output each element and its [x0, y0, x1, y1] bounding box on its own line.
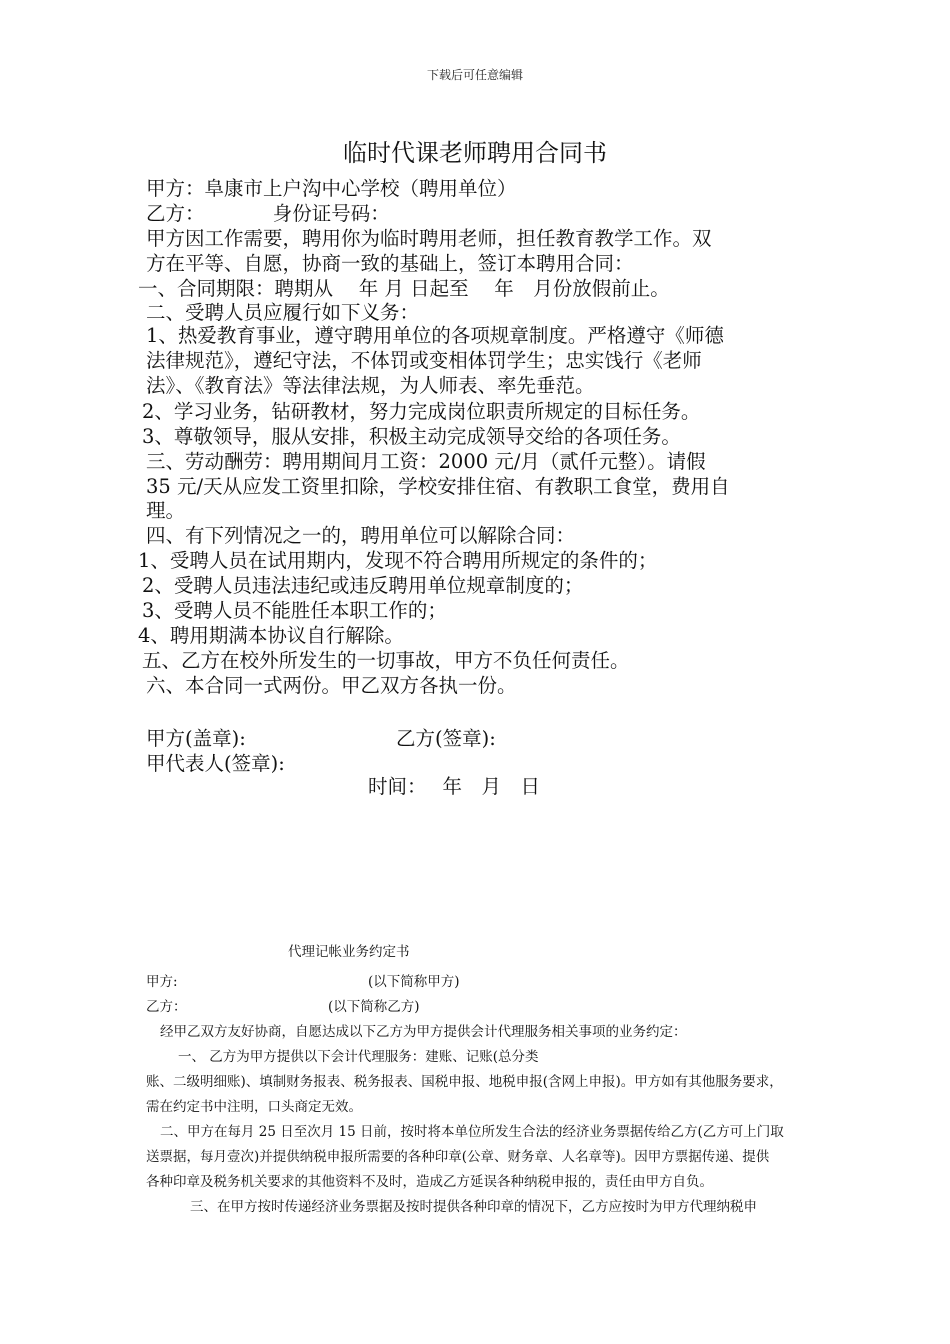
agreement-line: 三、在甲方按时传递经济业务票据及按时提供各种印章的情况下，乙方应按时为甲方代理纳税申: [190, 1199, 757, 1215]
agreement-title: 代理记帐业务约定书: [288, 944, 410, 960]
contract-line: 35 元/天从应发工资里扣除，学校安排住宿、有教职工食堂，费用自: [146, 475, 730, 498]
agreement-line: 一、 乙方为甲方提供以下会计代理服务：建账、记账(总分类: [178, 1049, 539, 1065]
contract-line: 方在平等、自愿，协商一致的基础上，签订本聘用合同：: [146, 252, 634, 275]
contract-line: 四、有下列情况之一的，聘用单位可以解除合同：: [146, 524, 576, 547]
agreement-line: 账、二级明细账)、填制财务报表、税务报表、国税申报、地税申报(含网上申报)。甲方如有其他服务要求，: [146, 1074, 783, 1090]
agreement-line: 各种印章及税务机关要求的其他资料不及时，造成乙方延误各种纳税申报的，责任由甲方自负。: [146, 1174, 713, 1190]
contract-line: 2、学习业务，钻研教材，努力完成岗位职责所规定的目标任务。: [142, 400, 701, 423]
contract-title: 临时代课老师聘用合同书: [343, 139, 607, 167]
header-note: 下载后可任意编辑: [426, 68, 523, 82]
party-a-note: (以下简称甲方): [368, 974, 460, 990]
contract-line: 4、聘用期满本协议自行解除。: [138, 624, 404, 647]
party-a-seal-label: 甲方(盖章):: [146, 727, 246, 750]
party-b-label: 乙方：: [146, 999, 187, 1015]
contract-line: 五、乙方在校外所发生的一切事故，甲方不负任何责任。: [142, 649, 630, 672]
contract-line: 六、本合同一式两份。甲乙双方各执一份。: [146, 674, 517, 697]
contract-line: 三、劳动酬劳：聘用期间月工资：2000 元/月（贰仟元整）。请假: [146, 450, 706, 473]
contract-line: 一、合同期限：聘期从 年 月 日起至 年 月份放假前止。: [138, 277, 670, 300]
contract-line: 甲方因工作需要，聘用你为临时聘用老师，担任教育教学工作。双: [146, 227, 712, 250]
party-a-label: 甲方:: [146, 974, 178, 990]
contract-line: 2、受聘人员违法违纪或违反聘用单位规章制度的；: [142, 574, 584, 597]
contract-line: 法》、《教育法》等法律法规，为人师表、率先垂范。: [146, 374, 595, 397]
contract-line: 法律规范》，遵纪守法，不体罚或变相体罚学生；忠实饯行《老师: [146, 349, 702, 372]
representative-sign-label: 甲代表人(签章):: [146, 752, 285, 775]
agreement-line: 经甲乙双方友好协商，自愿达成以下乙方为甲方提供会计代理服务相关事项的业务约定：: [160, 1024, 687, 1040]
contract-line: 甲方：阜康市上户沟中心学校（聘用单位）: [146, 177, 517, 200]
party-b-sign-label: 乙方(签章):: [396, 727, 496, 750]
contract-line: 3、尊敬领导，服从安排，积极主动完成领导交给的各项任务。: [142, 425, 681, 448]
agreement-line: 送票据，每月壹次)并提供纳税申报所需要的各种印章(公章、财务章、人名章等)。因甲方票据传递、提供: [146, 1149, 770, 1165]
contract-line: 理。: [146, 499, 186, 522]
contract-line: 二、受聘人员应履行如下义务：: [146, 301, 420, 324]
agreement-line: 二、甲方在每月 25 日至次月 15 日前，按时将本单位所发生合法的经济业务票据传给乙方(乙方可上门取: [160, 1124, 784, 1140]
agreement-line: 需在约定书中注明，口头商定无效。: [146, 1099, 362, 1115]
contract-line: 1、热爱教育事业，遵守聘用单位的各项规章制度。严格遵守《师德: [146, 324, 724, 347]
sign-date-label: 时间： 年 月 日: [368, 775, 540, 798]
party-b-note: (以下简称乙方): [328, 999, 420, 1015]
contract-line: 3、受聘人员不能胜任本职工作的；: [142, 599, 447, 622]
contract-line: 1、受聘人员在试用期内，发现不符合聘用所规定的条件的；: [138, 549, 658, 572]
contract-line: 乙方： 身份证号码：: [146, 202, 390, 225]
